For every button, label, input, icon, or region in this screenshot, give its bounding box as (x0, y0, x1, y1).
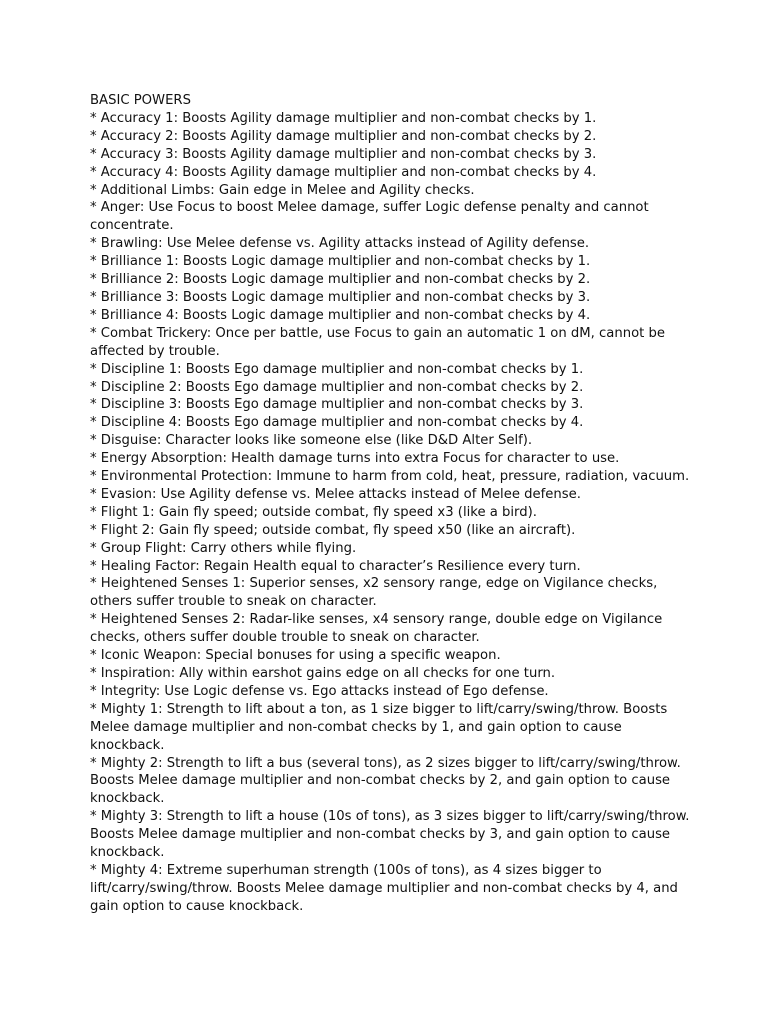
list-item: * Energy Absorption: Health damage turns into extra Focus for character to use. (90, 451, 620, 467)
list-item: * Discipline 3: Boosts Ego damage multiplier and non-combat checks by 3. (90, 397, 584, 413)
list-item: * Inspiration: Ally within earshot gains edge on all checks for one turn. (90, 666, 556, 681)
list-item: * Mighty 2: Strength to lift a bus (several tons), as 2 sizes bigger to lift/carry/swing/throw. Boosts Melee damage multiplier and non-combat checks by 2, and gain option to cause knockback. (90, 755, 681, 807)
powers-list (90, 110, 690, 916)
list-item: * Discipline 1: Boosts Ego damage multiplier and non-combat checks by 1. (90, 361, 584, 377)
list-item: * Disguise: Character looks like someone else (like D&D Alter Self). (90, 433, 533, 449)
list-item: * Environmental Protection: Immune to harm from cold, heat, pressure, radiation, vacuum. (90, 469, 690, 485)
list-item: * Mighty 1: Strength to lift about a ton, as 1 size bigger to lift/carry/swing/throw. Boosts Melee damage multiplier and non-combat checks by 1, and gain option to cause knockback. (90, 701, 668, 753)
list-item: * Brilliance 1: Boosts Logic damage multiplier and non-combat checks by 1. (90, 254, 591, 270)
list-item: * Brawling: Use Melee defense vs. Agility attacks instead of Agility defense. (90, 236, 590, 252)
list-item: * Group Flight: Carry others while flying. (90, 540, 357, 556)
list-item: * Anger: Use Focus to boost Melee damage, suffer Logic defense penalty and cannot concentrate. (90, 200, 649, 234)
list-item: * Additional Limbs: Gain edge in Melee and Agility checks. (90, 182, 475, 198)
section-heading: BASIC POWERS (90, 93, 191, 108)
list-item: * Accuracy 1: Boosts Agility damage multiplier and non-combat checks by 1. (90, 110, 597, 126)
list-item: * Accuracy 4: Boosts Agility damage multiplier and non-combat checks by 4. (90, 164, 597, 180)
list-item: * Mighty 4: Extreme superhuman strength (100s of tons), as 4 sizes bigger to lift/carry/swing/throw. Boosts Melee damage multiplier and non-combat checks by 4, and gain option to cause knockback. (90, 862, 678, 914)
list-item: * Combat Trickery: Once per battle, use Focus to gain an automatic 1 on dM, cannot be affected by trouble. (90, 325, 665, 359)
list-item: * Discipline 4: Boosts Ego damage multiplier and non-combat checks by 4. (90, 415, 584, 431)
list-item: * Discipline 2: Boosts Ego damage multiplier and non-combat checks by 2. (90, 379, 584, 395)
list-item: * Brilliance 3: Boosts Logic damage multiplier and non-combat checks by 3. (90, 289, 591, 305)
list-item: * Brilliance 2: Boosts Logic damage multiplier and non-combat checks by 2. (90, 272, 591, 288)
list-item: * Heightened Senses 2: Radar-like senses, x4 sensory range, double edge on Vigilance checks, others suffer double trouble to sneak on character. (90, 612, 663, 646)
list-item: * Iconic Weapon: Special bonuses for using a specific weapon. (90, 648, 501, 664)
list-item: * Heightened Senses 1: Superior senses, x2 sensory range, edge on Vigilance checks, others suffer trouble to sneak on character. (90, 576, 658, 610)
list-item: * Mighty 3: Strength to lift a house (10s of tons), as 3 sizes bigger to lift/carry/swing/throw. Boosts Melee damage multiplier and non-combat checks by 3, and gain option to cause knockback. (90, 809, 690, 861)
list-item: * Healing Factor: Regain Health equal to character’s Resilience every turn. (90, 558, 581, 574)
list-item: * Flight 1: Gain fly speed; outside combat, fly speed x3 (like a bird). (90, 504, 537, 520)
list-item: * Evasion: Use Agility defense vs. Melee attacks instead of Melee defense. (90, 486, 581, 502)
list-item: * Flight 2: Gain fly speed; outside combat, fly speed x50 (like an aircraft). (90, 522, 576, 538)
list-item: * Accuracy 2: Boosts Agility damage multiplier and non-combat checks by 2. (90, 128, 597, 144)
list-item: * Brilliance 4: Boosts Logic damage multiplier and non-combat checks by 4. (90, 307, 591, 323)
list-item: * Integrity: Use Logic defense vs. Ego attacks instead of Ego defense. (90, 683, 549, 699)
document-page (90, 92, 690, 916)
list-item: * Accuracy 3: Boosts Agility damage multiplier and non-combat checks by 3. (90, 146, 597, 162)
